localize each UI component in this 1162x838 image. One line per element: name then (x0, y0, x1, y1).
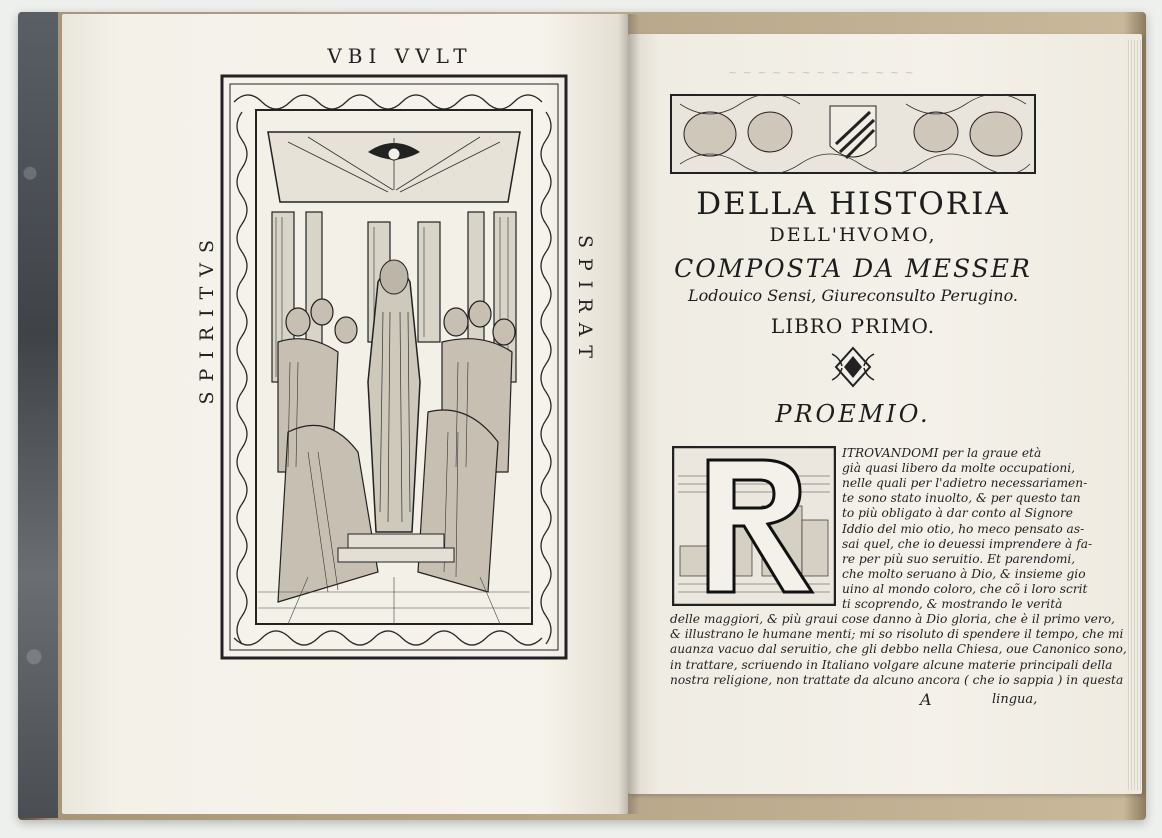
body-line: nelle quali per l'adietro necessariamen- (842, 476, 1088, 491)
marbled-board (18, 12, 58, 818)
body-line: & illustrano le humane menti; mi so risoluto di spendere il tempo, che mi (670, 627, 1124, 642)
body-line: to più obligato à dar conto al Signore (842, 506, 1073, 521)
body-line: nostra religione, non trattate da alcuno ancora ( che io sappia ) in questa (670, 672, 1124, 687)
body-line: te sono stato inuolto, & per questo tan (842, 491, 1081, 506)
title-line-2: DELL'HVOMO, (769, 224, 937, 246)
title-line-5: LIBRO PRIMO. (770, 314, 936, 338)
page-edges (1128, 40, 1142, 790)
motto-right-side: SPIRAT (574, 235, 596, 368)
title-line-3: COMPOSTA DA MESSER (674, 254, 1032, 283)
body-line: già quasi libero da molte occupationi, (842, 461, 1076, 476)
body-line: ti scoprendo, & mostrando le verità (842, 597, 1063, 611)
ornamental-headpiece (670, 94, 1036, 174)
fleuron-ornament (830, 344, 876, 390)
catchword: lingua, (992, 692, 1038, 707)
body-line: re per più suo seruitio. Et parendomi, (842, 551, 1076, 566)
body-line: in trattare, scriuendo in Italiano volgare alcune materie principali della (670, 657, 1113, 672)
motto-top: VBI VVLT (327, 44, 473, 68)
body-line: sai quel, che io deuessi imprendere à fa- (842, 536, 1093, 551)
body-line: Iddio del mio otio, ho meco pensato as- (842, 521, 1085, 536)
book-gutter (618, 14, 640, 814)
body-line: ITROVANDOMI per la graue età (842, 446, 1042, 460)
title-line-4: Lodouico Sensi, Giureconsulto Perugino. (687, 286, 1019, 305)
body-line: che molto seruano à Dio, & insieme gio (842, 566, 1086, 581)
woodcut-illustration (218, 72, 570, 662)
show-through-text: ~ ~ ~ ~ ~ ~ ~ ~ ~ ~ ~ ~ ~ (728, 66, 915, 79)
decorated-initial-r (672, 446, 836, 606)
title-line-1: DELLA HISTORIA (696, 186, 1010, 222)
body-line: uino al mondo coloro, che cõ i loro scrit (842, 581, 1088, 596)
signature-mark: A (920, 690, 932, 709)
body-line: auanza vacuo dal seruitio, che gli debbo nella Chiesa, oue Canonico sono, (670, 642, 1127, 657)
motto-left-side: SPIRITVS (196, 230, 218, 405)
body-line: delle maggiori, & più graui cose danno à Dio gloria, che è il primo vero, (670, 612, 1115, 626)
section-heading: PROEMIO. (775, 400, 931, 428)
